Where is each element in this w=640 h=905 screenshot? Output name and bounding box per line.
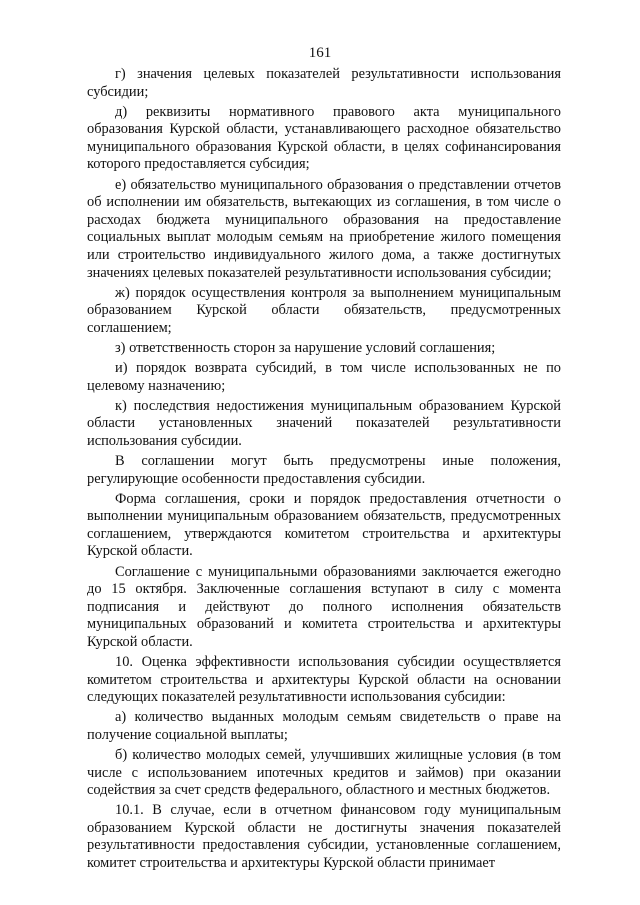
paragraph-other-provisions: В соглашении могут быть предусмотрены иные положения, регулирующие особенности предоставления субсидии. (87, 452, 561, 487)
page-number: 161 (308, 45, 332, 61)
paragraph-item-z: з) ответственность сторон за нарушение условий соглашения; (115, 339, 496, 356)
paragraph-item-k: к) последствия недостижения муниципальным образованием Курской области установленных значений показателей результативности использования субсидии. (87, 397, 561, 449)
paragraph-agreement-deadline: Соглашение с муниципальными образованиями заключается ежегодно до 15 октября. Заключенные соглашения вступают в силу с момента подписания и действуют до полного исполнения обязательств муниципальных образований и комитета строительства и архитектуры Курской области. (87, 563, 561, 650)
paragraph-section-10-1: 10.1. В случае, если в отчетном финансовом году муниципальным образованием Курской области не достигнуты значения показателей результативности предоставления субсидии, установленные соглашением, комитет строительства и архитектуры Курской области принимает (87, 802, 561, 872)
paragraph-item-zh: ж) порядок осуществления контроля за выполнением муниципальным образованием Курской области обязательств, предусмотренных соглашением; (87, 284, 561, 336)
paragraph-item-i: и) порядок возврата субсидий, в том числе использованных не по целевому назначению; (87, 360, 561, 394)
paragraph-item-d: д) реквизиты нормативного правового акта муниципального образования Курской области, устанавливающего расходное обязательство муниципального образования Курской области, в целях софинансирования которого предоставляется субсидия; (87, 103, 561, 173)
paragraph-indicator-b: б) количество молодых семей, улучшивших жилищные условия (в том числе с использованием ипотечных кредитов и займов) при оказании содействия за счет средств федерального, областного и местных бюджетов. (87, 746, 561, 799)
paragraph-item-g: г) значения целевых показателей результативности использования субсидии; (87, 66, 561, 100)
document-body (87, 66, 561, 875)
paragraph-indicator-a: а) количество выданных молодым семьям свидетельств о праве на получение социальной выплаты; (87, 709, 561, 743)
paragraph-section-10: 10. Оценка эффективности использования субсидии осуществляется комитетом строительства и архитектуры Курской области на основании следующих показателей результативности использования субсидии: (87, 654, 561, 706)
paragraph-agreement-form: Форма соглашения, сроки и порядок предоставления отчетности о выполнении муниципальным образованием обязательств, предусмотренных соглашением, утверждаются комитетом строительства и архитектуры Курской области. (87, 490, 561, 560)
paragraph-item-e: е) обязательство муниципального образования о представлении отчетов об исполнении им обязательств, вытекающих из соглашения, в том числе о расходах бюджета муниципального образования на предоставление социальных выплат молодым семьям на приобретение жилого помещения или строительство индивидуального жилого дома, а также достигнутых значениях целевых показателей результативности использования субсидии; (87, 176, 561, 281)
